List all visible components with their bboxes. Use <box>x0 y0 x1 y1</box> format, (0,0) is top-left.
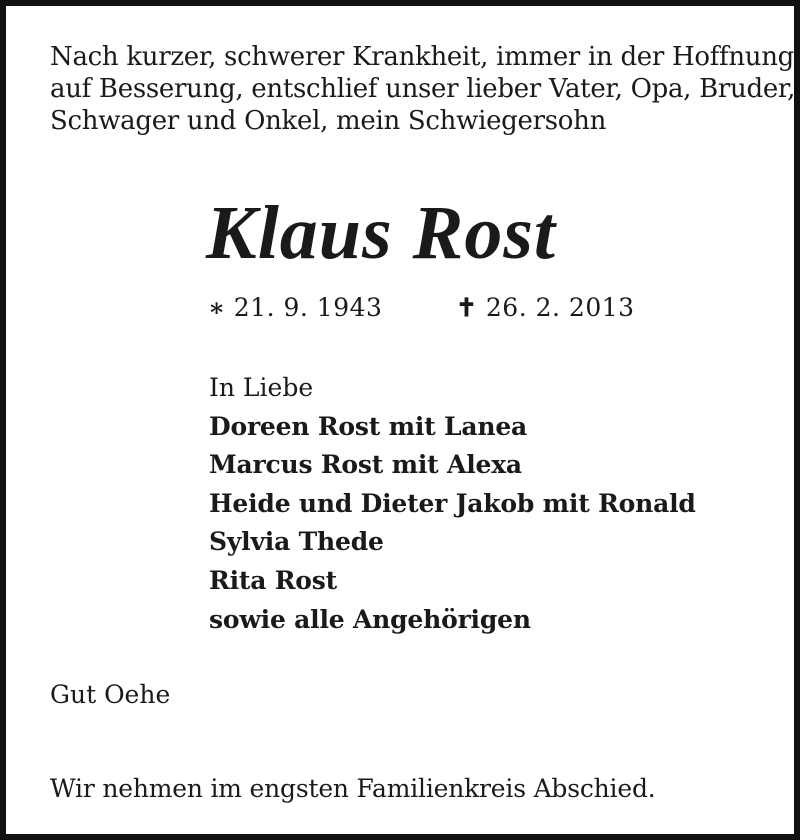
family-lead: In Liebe <box>209 373 314 402</box>
closing-text: Wir nehmen im engsten Familienkreis Abschied. <box>50 774 656 803</box>
place-name: Gut Oehe <box>50 680 171 709</box>
intro-line: auf Besserung, entschlief unser lieber Vater, Opa, Bruder, <box>50 74 796 104</box>
birth-date-line <box>208 291 382 325</box>
birth-asterisk-icon: ∗ <box>208 293 226 322</box>
family-member: Doreen Rost mit Lanea <box>209 411 528 441</box>
family-member: Sylvia Thede <box>209 527 384 557</box>
death-date: 26. 2. 2013 <box>485 293 635 322</box>
intro-text <box>50 41 796 137</box>
birth-date: 21. 9. 1943 <box>233 293 383 322</box>
family-member: sowie alle Angehörigen <box>209 604 531 634</box>
intro-line: Schwager und Onkel, mein Schwiegersohn <box>50 106 607 136</box>
family-member: Marcus Rost mit Alexa <box>209 450 522 480</box>
family-signature <box>209 369 696 639</box>
family-member: Rita Rost <box>209 565 337 595</box>
intro-line: Nach kurzer, schwerer Krankheit, immer in der Hoffnung <box>50 42 795 72</box>
cross-icon: ✝ <box>456 293 478 322</box>
deceased-name: Klaus Rost <box>206 191 557 275</box>
death-date-line <box>456 291 635 325</box>
family-member: Heide und Dieter Jakob mit Ronald <box>209 488 696 518</box>
